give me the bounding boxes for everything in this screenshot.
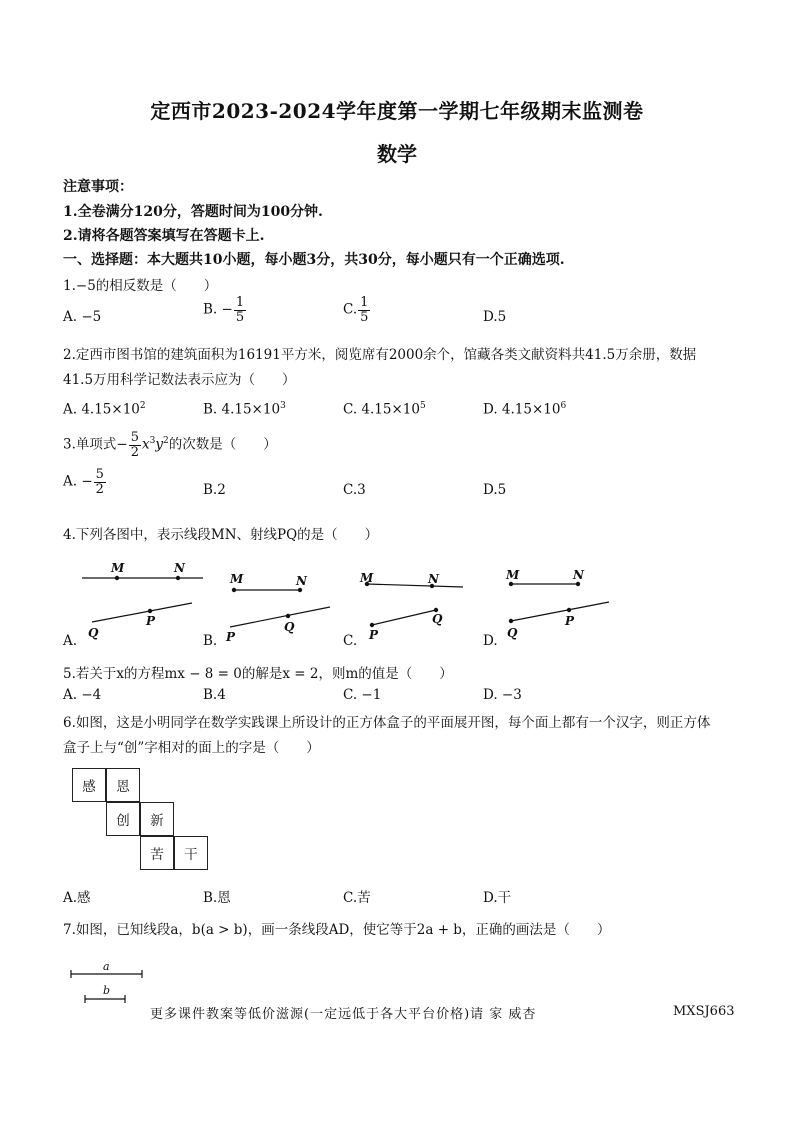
notice-item-2: 2.请将各题答案填写在答题卡上. (63, 228, 265, 244)
q6-option-d: D.干 (483, 890, 512, 906)
q3-stem (63, 431, 277, 459)
q1-option-b (203, 296, 247, 324)
q1-option-b-num: 1 (235, 295, 245, 310)
q4-a-label-n: N (174, 561, 185, 575)
q2-option-a (63, 401, 146, 418)
q7-label-a: a (103, 960, 110, 973)
q4-b-point-n (298, 588, 302, 592)
q3-var-y: y (155, 436, 163, 453)
q3-frac-num: 5 (130, 430, 139, 445)
q6-option-c: C.苦 (343, 890, 371, 906)
q1-option-d: D.5 (483, 309, 507, 325)
q7-label-b: b (103, 984, 111, 997)
q1-option-c-label: C. (343, 301, 358, 318)
q3-var-x: x (141, 436, 150, 453)
q2-option-a-base: A. 4.15×10 (63, 401, 140, 418)
net-cell-2: 恩 (106, 768, 140, 802)
q4-d-label-n: N (573, 568, 584, 582)
q4-option-b: B. (203, 633, 218, 649)
q1-option-c-fraction (358, 296, 370, 324)
q6-stem-line2: 盒子上与“创”字相对的面上的字是（ ） (63, 740, 320, 756)
net-cell-6: 干 (174, 836, 208, 870)
q4-option-c: C. (343, 633, 358, 649)
q5-option-b: B.4 (203, 687, 226, 703)
q4-c-label-q: Q (432, 612, 443, 626)
q2-option-b-exp: 3 (280, 401, 286, 411)
q3-option-a-den: 2 (95, 481, 104, 497)
q4-c-label-m: M (360, 571, 374, 585)
q4-a-point-p (148, 609, 152, 613)
q4-c-point-p (370, 623, 374, 627)
q1-option-b-label: B. − (203, 301, 233, 318)
q2-option-a-exp: 2 (139, 401, 146, 411)
q3-option-b: B.2 (203, 482, 226, 498)
q1-option-a: A. −5 (63, 309, 102, 325)
q2-stem-line2: 41.5万用科学记数法表示应为（ ） (63, 372, 296, 388)
section-heading: 一、选择题：本大题共10小题，每小题3分，共30分，每小题只有一个正确选项. (63, 252, 565, 268)
q4-a-label-p: P (146, 614, 156, 628)
q4-c-label-n: N (428, 572, 439, 586)
q5-option-d: D. −3 (483, 687, 522, 703)
net-cell-3: 创 (106, 802, 140, 836)
q4-b-line-pq (230, 607, 330, 627)
q4-b-label-m: M (230, 572, 244, 586)
q4-a-label-q: Q (88, 626, 99, 640)
q3-exp-y: 2 (162, 436, 169, 447)
q4-a-line-pq (92, 603, 192, 622)
q4-a-point-n (176, 576, 180, 580)
q2-option-b (203, 401, 286, 418)
q2-option-c (343, 401, 426, 418)
q4-d-point-q (509, 619, 513, 623)
q3-option-a-num: 5 (95, 467, 104, 482)
q1-option-c-den: 5 (360, 309, 369, 325)
footer-text: 更多课件教案等低价滋源(一定远低于各大平台价格)请 家 威杏 (150, 1007, 537, 1022)
q2-option-b-base: B. 4.15×10 (203, 401, 281, 418)
q3-option-a (63, 468, 107, 496)
q1-option-c (343, 296, 371, 324)
q4-d-point-n (576, 582, 580, 586)
q4-d-label-m: M (506, 568, 520, 582)
q4-d-label-p: P (565, 614, 575, 628)
q3-option-c: C.3 (343, 482, 366, 498)
q4-option-a: A. (63, 633, 78, 649)
q4-d-point-p (567, 608, 571, 612)
q4-figure-a (82, 561, 203, 640)
q2-option-d-exp: 6 (560, 401, 567, 411)
notice-item-1: 1.全卷满分120分，答题时间为100分钟. (63, 204, 323, 220)
q4-c-label-p: P (369, 628, 379, 642)
q1-option-b-den: 5 (235, 309, 245, 325)
q6-option-a: A.感 (63, 890, 91, 906)
q4-d-point-m (509, 582, 513, 586)
q4-b-point-q (286, 614, 290, 618)
q5-stem: 5.若关于x的方程mx − 8 = 0的解是x = 2，则m的值是（ ） (63, 666, 453, 682)
page-title: 定西市2023-2024学年度第一学期七年级期末监测卷 (150, 99, 644, 123)
q4-figure-b (225, 572, 330, 644)
q3-stem-prefix: 3.单项式− (63, 436, 128, 453)
q4-figure-d (505, 568, 609, 640)
q4-d-label-q: Q (507, 626, 518, 640)
q5-option-c: C. −1 (343, 687, 382, 703)
q1-option-c-num: 1 (360, 295, 369, 310)
subject-title: 数学 (377, 142, 417, 166)
q4-figure-c (359, 571, 463, 642)
q2-option-d-base: D. 4.15×10 (483, 401, 561, 418)
q4-c-line-pq (372, 610, 436, 625)
q3-option-d: D.5 (483, 482, 507, 498)
q4-c-line-mn (367, 584, 463, 587)
q5-option-a: A. −4 (63, 687, 102, 703)
q4-b-label-n: N (296, 574, 307, 588)
q4-d-line-pq (511, 602, 609, 621)
q7-segments-figure (66, 958, 156, 1008)
q6-option-b: B.恩 (203, 890, 231, 906)
q3-option-a-label: A. − (63, 473, 93, 490)
q2-stem-line1: 2.定西市图书馆的建筑面积为16191平方米，阅览席有2000余个，馆藏各类文献资料共41.5万余册，数据 (63, 347, 697, 363)
q2-option-c-base: C. 4.15×10 (343, 401, 420, 418)
q6-stem-line1: 6.如图，这是小明同学在数学实践课上所设计的正方体盒子的平面展开图，每个面上都有一个汉字，则正方体 (63, 715, 711, 731)
q4-b-label-p: P (226, 630, 236, 644)
q3-stem-suffix: 的次数是（ ） (168, 436, 277, 453)
net-cell-1: 感 (72, 768, 106, 802)
q4-figures (60, 555, 620, 650)
net-cell-4: 新 (140, 802, 174, 836)
q4-a-point-m (115, 576, 119, 580)
q3-fraction (129, 431, 141, 459)
net-cell-5: 苦 (140, 836, 174, 870)
footer-code: MXSJ663 (673, 1004, 735, 1019)
notice-heading: 注意事项： (63, 179, 133, 195)
q1-stem: 1.−5的相反数是（ ） (63, 278, 218, 294)
q3-exp-x: 3 (149, 436, 156, 447)
q4-b-point-m (232, 588, 236, 592)
q4-a-label-m: M (111, 561, 125, 575)
q2-option-c-exp: 5 (419, 401, 426, 411)
cube-net (72, 768, 212, 872)
q1-option-b-fraction (234, 296, 246, 324)
q3-frac-den: 2 (130, 444, 139, 460)
q2-option-d (483, 401, 566, 418)
q4-b-label-q: Q (284, 620, 295, 634)
q4-option-d: D. (483, 633, 498, 649)
q3-option-a-fraction (94, 468, 106, 496)
q4-stem: 4.下列各图中，表示线段MN、射线PQ的是（ ） (63, 527, 379, 543)
q7-stem: 7.如图，已知线段a，b(a > b)，画一条线段AD，使它等于2a + b，正确的画法是（ ） (63, 922, 611, 938)
